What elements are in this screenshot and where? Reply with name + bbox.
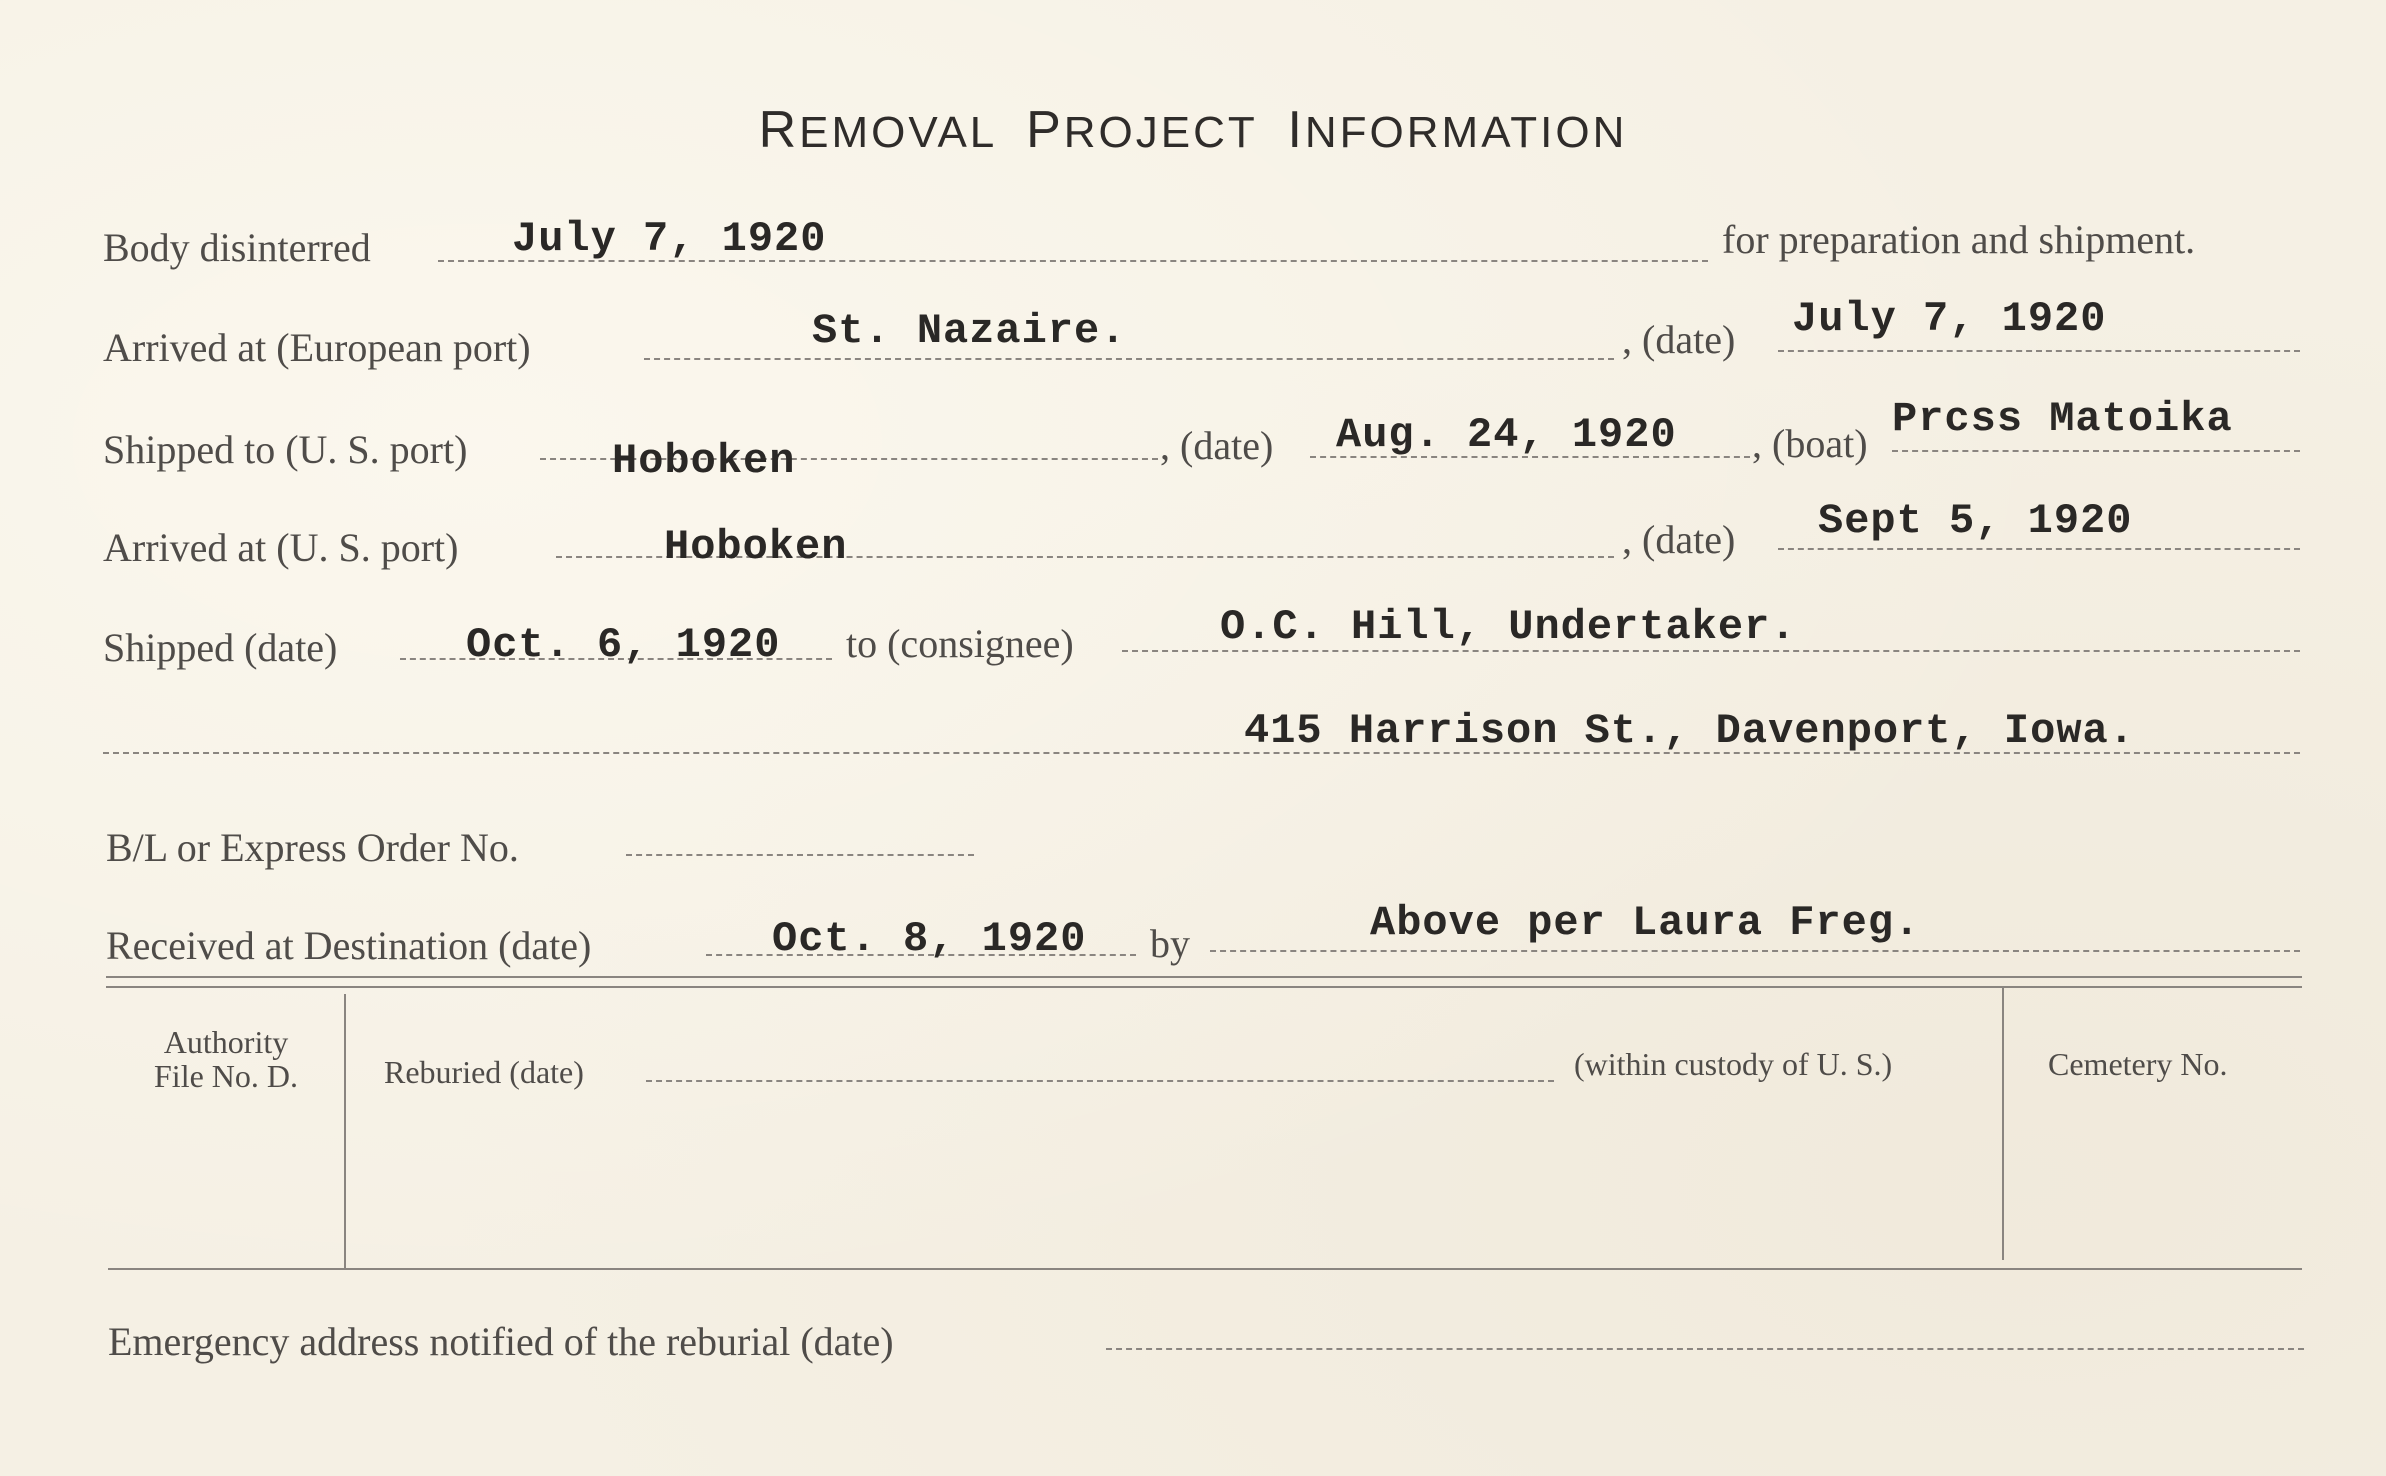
box-divider-right (2002, 986, 2004, 1260)
bl-order-line (626, 854, 974, 856)
arrived-date-value: Sept 5, 1920 (1818, 497, 2133, 545)
boat-value: Prcss Matoika (1892, 395, 2233, 443)
us-port-arrived-label: Arrived at (U. S. port) (103, 525, 459, 570)
shipped-date-label: , (date) (1160, 423, 1274, 468)
received-destination-label: Received at Destination (date) (106, 923, 592, 968)
cemetery-label: Cemetery No. (2048, 1046, 2228, 1082)
us-port-arrived-value: Hoboken (664, 523, 848, 571)
authority-line2: File No. D. (154, 1058, 298, 1094)
received-by-line (1210, 950, 2300, 952)
authority-line1: Authority (163, 1024, 289, 1060)
box-divider-left (344, 994, 346, 1268)
arrived-date-line (1778, 548, 2300, 550)
address-value: 415 Harrison St., Davenport, Iowa. (1244, 707, 2135, 755)
body-disinterred-label: Body disinterred (103, 225, 371, 270)
european-date-label: , (date) (1622, 317, 1736, 362)
european-port-value: St. Nazaire. (812, 307, 1127, 355)
reburied-line (646, 1080, 1554, 1082)
consignee-value: O.C. Hill, Undertaker. (1220, 603, 1797, 651)
box-top-rule (106, 976, 2302, 978)
arrived-date-label: , (date) (1622, 517, 1736, 562)
preparation-suffix: for preparation and shipment. (1722, 217, 2196, 262)
bl-order-label: B/L or Express Order No. (106, 825, 519, 870)
box-bottom-rule (108, 1268, 2302, 1270)
box-top-rule-inner (106, 986, 2302, 988)
custody-label: (within custody of U. S.) (1574, 1046, 1893, 1082)
received-by-label: by (1150, 921, 1190, 966)
consignee-label: to (consignee) (846, 621, 1074, 666)
emergency-address-line (1106, 1348, 2304, 1350)
received-by-value: Above per Laura Freg. (1370, 899, 1921, 947)
received-destination-value: Oct. 8, 1920 (772, 915, 1087, 963)
shipped-date-row-label: Shipped (date) (103, 625, 338, 670)
title-word: EMOVAL (799, 108, 996, 157)
boat-line (1892, 450, 2300, 452)
us-port-shipped-label: Shipped to (U. S. port) (103, 427, 468, 472)
shipped-date-value: Aug. 24, 1920 (1336, 411, 1677, 459)
us-port-shipped-value: Hoboken (612, 437, 796, 485)
boat-label: , (boat) (1752, 421, 1868, 466)
card-title (0, 100, 2386, 160)
title-letter: R (758, 101, 800, 159)
title-word: NFORMATION (1304, 108, 1628, 157)
european-port-label: Arrived at (European port) (103, 325, 531, 370)
european-date-line (1778, 350, 2300, 352)
european-port-line (644, 358, 1614, 360)
shipped-date-row-value: Oct. 6, 1920 (466, 621, 781, 669)
title-word: ROJECT (1063, 108, 1257, 157)
title-letter: P (1026, 101, 1064, 159)
body-disinterred-value: July 7, 1920 (512, 215, 827, 263)
title-letter: I (1287, 101, 1305, 159)
reburied-label: Reburied (date) (384, 1054, 584, 1090)
emergency-address-label: Emergency address notified of the reburial (date) (108, 1319, 894, 1364)
european-date-value: July 7, 1920 (1792, 295, 2107, 343)
